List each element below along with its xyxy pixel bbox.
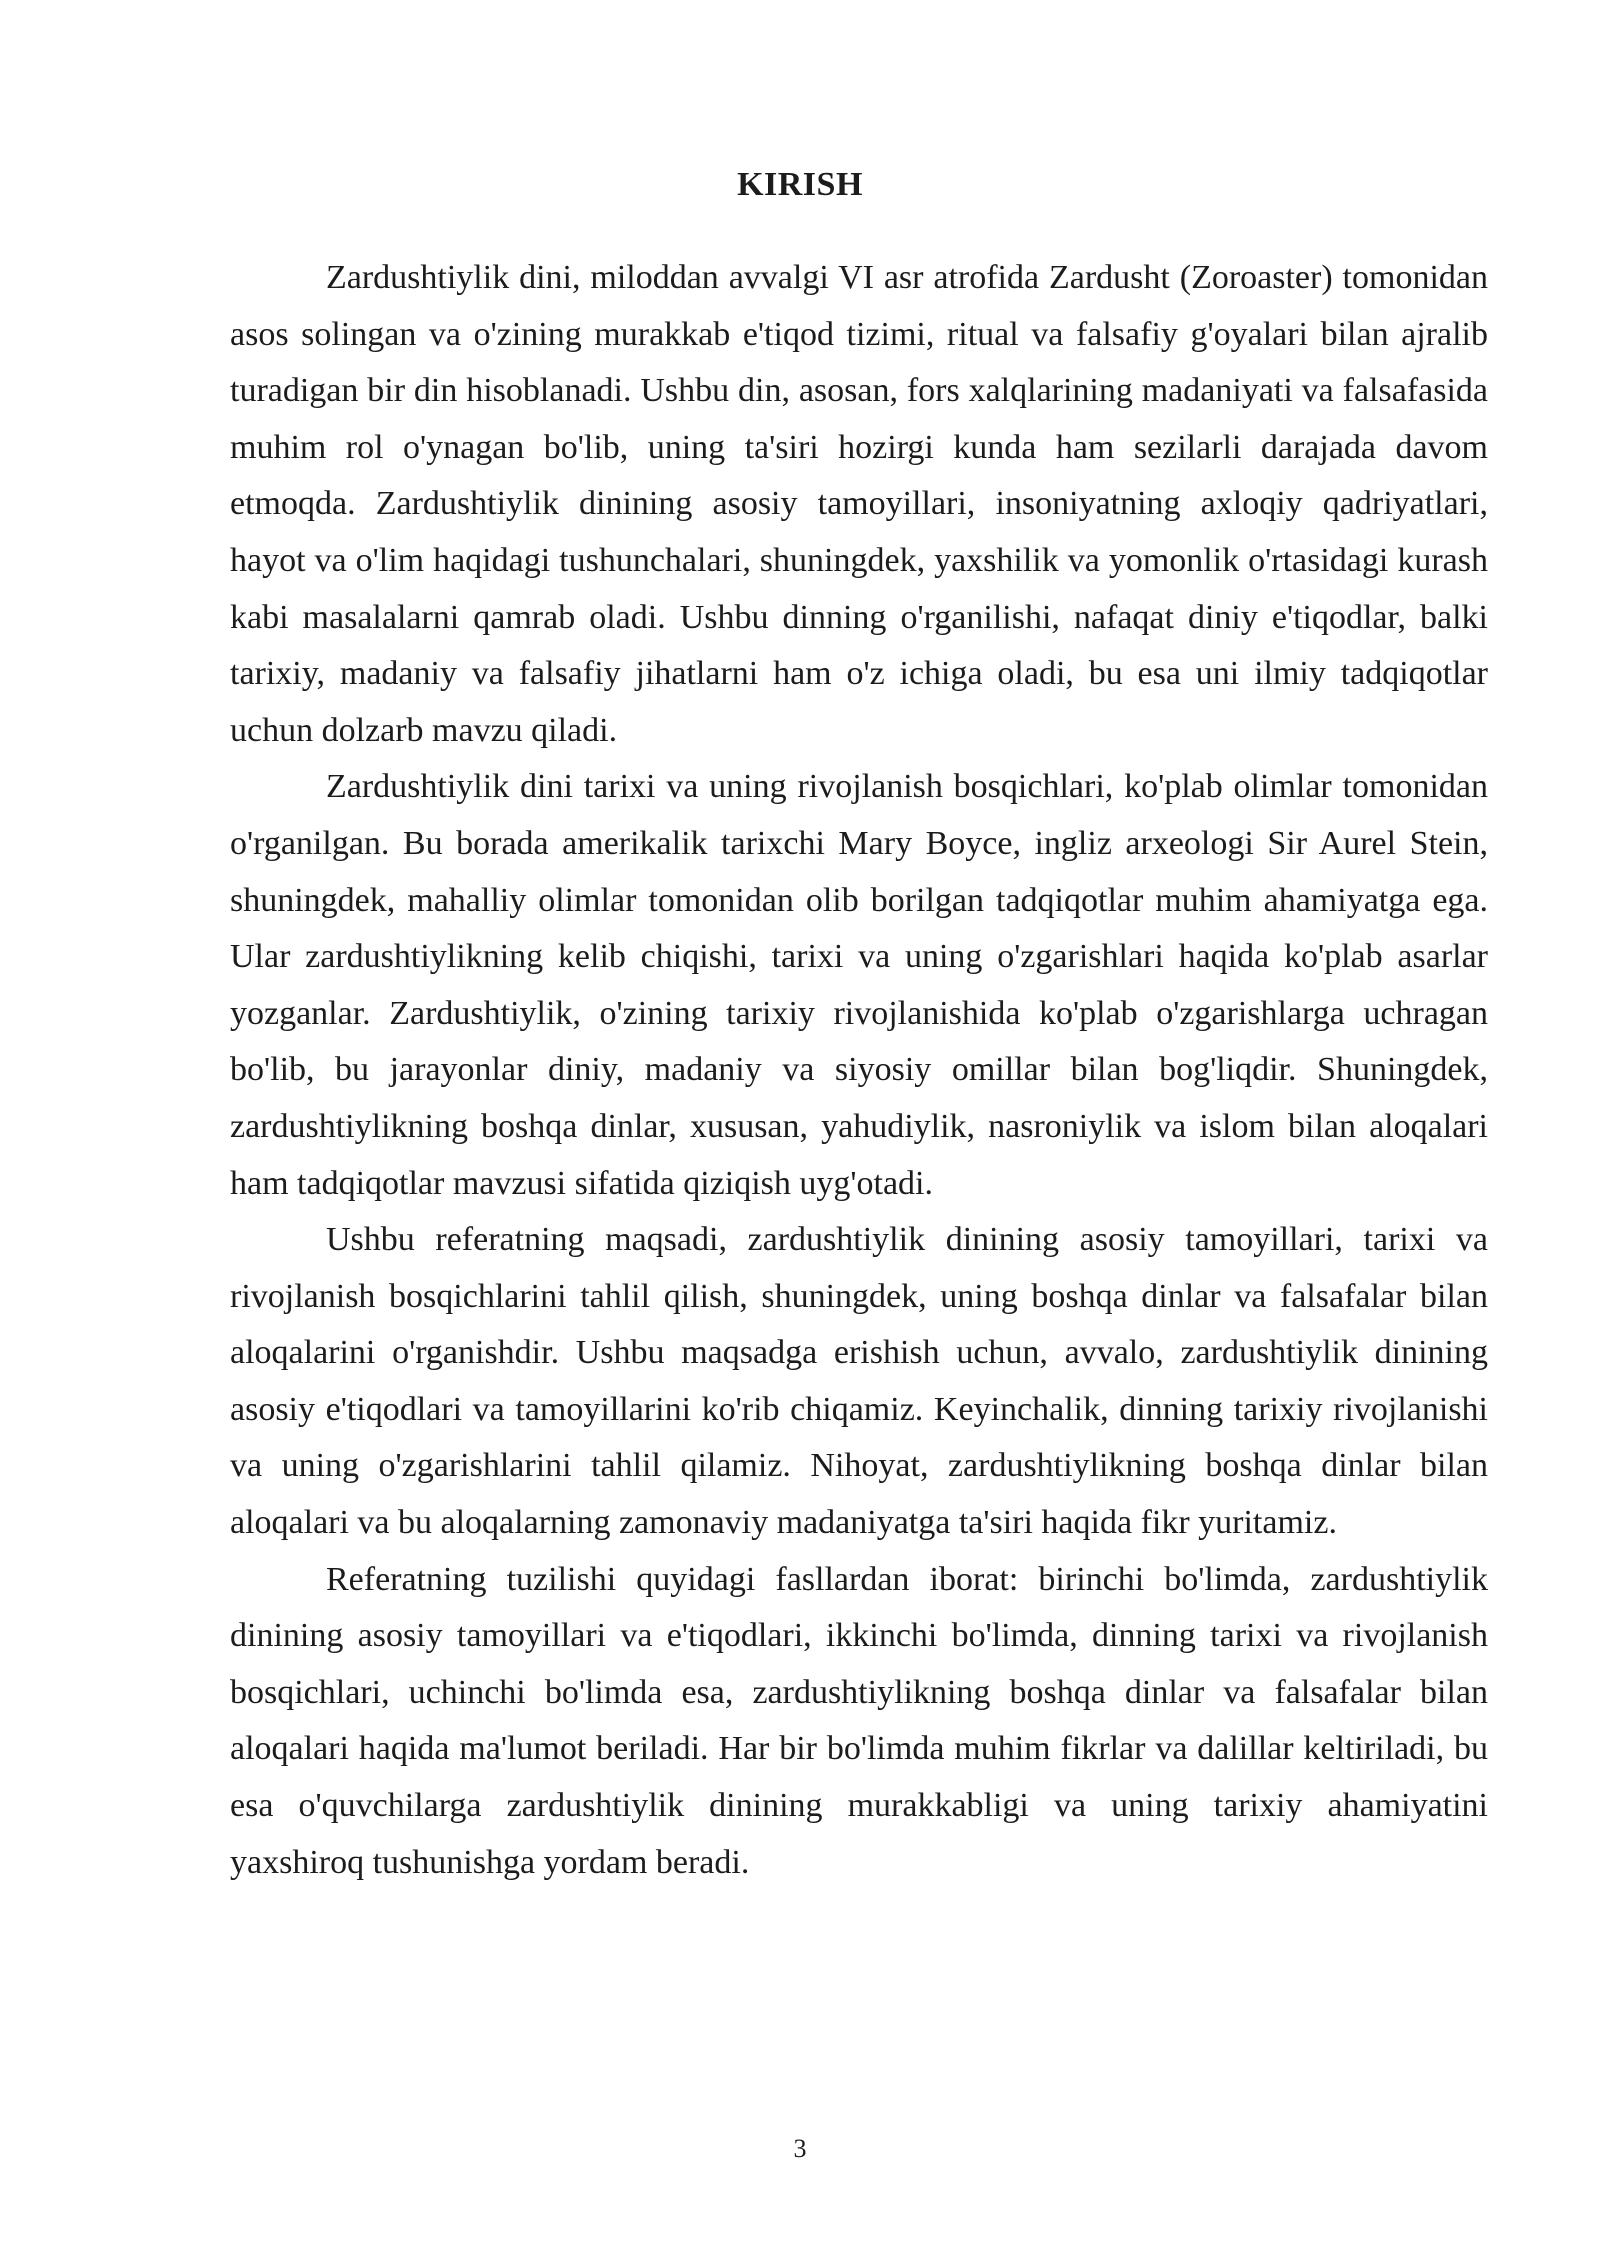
paragraph-4: Referatning tuzilishi quyidagi fasllardan iborat: birinchi bo'limda, zardushtiylik dinining asosiy tamoyillari va e'tiqodlari, ikkinchi bo'limda, dinning tarixi va rivojlanish bosqichlari, uchinchi bo'limda esa, zardushtiylikning boshqa dinlar va falsafalar bilan aloqalari haqida ma'lumot beriladi. Har bir bo'limda muhim fikrlar va dalillar keltiriladi, bu esa o'quvchilarga zardushtiylik dinining murakkabligi va uning tarixiy ahamiyatini yaxshiroq tushunishga yordam beradi. [230,1560,1488,1881]
body-text [230,250,1488,1891]
page-number: 3 [793,2134,807,2163]
paragraph-2: Zardushtiylik dini tarixi va uning rivojlanish bosqichlari, ko'plab olimlar tomonidan o'rganilgan. Bu borada amerikalik tarixchi Mary Boyce, ingliz arxeologi Sir Aurel Stein, shuningdek, mahalliy olimlar tomonidan olib borilgan tadqiqotlar muhim ahamiyatga ega. Ular zardushtiylikning kelib chiqishi, tarixi va uning o'zgarishlari haqida ko'plab asarlar yozganlar. Zardushtiylik, o'zining tarixiy rivojlanishida ko'plab o'zgarishlarga uchragan bo'lib, bu jarayonlar diniy, madaniy va siyosiy omillar bilan bog'liqdir. Shuningdek, zardushtiylikning boshqa dinlar, xususan, yahudiylik, nasroniylik va islom bilan aloqalari ham tadqiqotlar mavzusi sifatida qiziqish uyg'otadi. [230,768,1488,1202]
paragraph-3: Ushbu referatning maqsadi, zardushtiylik dinining asosiy tamoyillari, tarixi va rivojlanish bosqichlarini tahlil qilish, shuningdek, uning boshqa dinlar va falsafalar bilan aloqalarini o'rganishdir. Ushbu maqsadga erishish uchun, avvalo, zardushtiylik dinining asosiy e'tiqodlari va tamoyillarini ko'rib chiqamiz. Keyinchalik, dinning tarixiy rivojlanishi va uning o'zgarishlarini tahlil qilamiz. Nihoyat, zardushtiylikning boshqa dinlar bilan aloqalari va bu aloqalarning zamonaviy madaniyatga ta'siri haqida fikr yuritamiz. [230,1221,1488,1542]
page-title: KIRISH [737,166,863,203]
paragraph-1: Zardushtiylik dini, miloddan avvalgi VI asr atrofida Zardusht (Zoroaster) tomonidan asos solingan va o'zining murakkab e'tiqod tizimi, ritual va falsafiy g'oyalari bilan ajralib turadigan bir din hisoblanadi. Ushbu din, asosan, fors xalqlarining madaniyati va falsafasida muhim rol o'ynagan bo'lib, uning ta'siri hozirgi kunda ham sezilarli darajada davom etmoqda. Zardushtiylik dinining asosiy tamoyillari, insoniyatning axloqiy qadriyatlari, hayot va o'lim haqidagi tushunchalari, shuningdek, yaxshilik va yomonlik o'rtasidagi kurash kabi masalalarni qamrab oladi. Ushbu dinning o'rganilishi, nafaqat diniy e'tiqodlar, balki tarixiy, madaniy va falsafiy jihatlarni ham o'z ichiga oladi, bu esa uni ilmiy tadqiqotlar uchun dolzarb mavzu qiladi. [230,259,1488,749]
